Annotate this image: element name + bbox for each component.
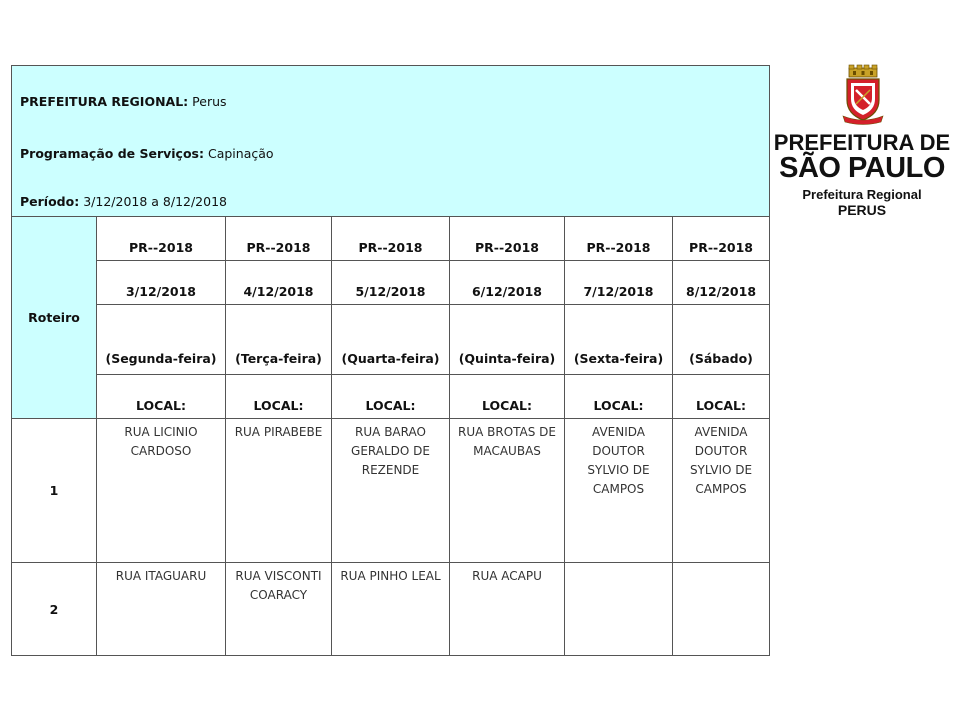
logo-line-1: PREFEITURA DE — [773, 130, 951, 155]
local-label: LOCAL: — [450, 375, 565, 419]
logo-line-3: Prefeitura Regional — [802, 187, 922, 202]
roteiro-header: Roteiro — [12, 217, 97, 419]
logo-line-4: PERUS — [837, 202, 887, 218]
local-label: LOCAL: — [673, 375, 770, 419]
day-date: 4/12/2018 — [226, 261, 332, 305]
day-weekday: (Quinta-feira) — [450, 305, 565, 375]
street-cell: RUA ITAGUARU — [97, 563, 226, 656]
periodo-label: Período: — [20, 194, 80, 209]
day-date: 7/12/2018 — [565, 261, 673, 305]
street-cell — [673, 563, 770, 656]
local-label: LOCAL: — [226, 375, 332, 419]
coat-of-arms-icon — [840, 64, 886, 126]
code-row — [12, 217, 770, 261]
regional-label: PREFEITURA REGIONAL: — [20, 94, 189, 109]
street-cell — [565, 563, 673, 656]
day-weekday: (Sábado) — [673, 305, 770, 375]
day-code: PR--2018 — [226, 217, 332, 261]
table-row — [12, 419, 770, 563]
header-row — [12, 66, 770, 217]
day-code: PR--2018 — [673, 217, 770, 261]
street-cell: RUA LICINIO CARDOSO — [97, 419, 226, 563]
date-row — [12, 261, 770, 305]
day-code: PR--2018 — [97, 217, 226, 261]
street-cell: RUA VISCONTI COARACY — [226, 563, 332, 656]
weekday-row — [12, 305, 770, 375]
day-weekday: (Sexta-feira) — [565, 305, 673, 375]
street-cell: AVENIDA DOUTOR SYLVIO DE CAMPOS — [565, 419, 673, 563]
roteiro-number: 2 — [12, 563, 97, 656]
street-cell: RUA PINHO LEAL — [332, 563, 450, 656]
day-code: PR--2018 — [332, 217, 450, 261]
day-code: PR--2018 — [450, 217, 565, 261]
schedule-table — [11, 65, 770, 656]
table-row — [12, 563, 770, 656]
local-label: LOCAL: — [332, 375, 450, 419]
day-code: PR--2018 — [565, 217, 673, 261]
street-cell: RUA ACAPU — [450, 563, 565, 656]
day-weekday: (Segunda-feira) — [97, 305, 226, 375]
day-date: 8/12/2018 — [673, 261, 770, 305]
programacao-line — [20, 146, 274, 161]
day-date: 5/12/2018 — [332, 261, 450, 305]
day-weekday: (Terça-feira) — [226, 305, 332, 375]
street-cell: RUA BARAO GERALDO DE REZENDE — [332, 419, 450, 563]
street-cell: AVENIDA DOUTOR SYLVIO DE CAMPOS — [673, 419, 770, 563]
street-cell: RUA BROTAS DE MACAUBAS — [450, 419, 565, 563]
prefeitura-logo — [772, 62, 952, 222]
local-row — [12, 375, 770, 419]
programacao-label: Programação de Serviços: — [20, 146, 204, 161]
periodo-line — [20, 194, 227, 209]
logo-line-2: SÃO PAULO — [779, 152, 945, 184]
regional-value: Perus — [192, 94, 227, 109]
periodo-value: 3/12/2018 a 8/12/2018 — [83, 194, 227, 209]
day-date: 6/12/2018 — [450, 261, 565, 305]
regional-line — [20, 94, 227, 109]
local-label: LOCAL: — [565, 375, 673, 419]
day-weekday: (Quarta-feira) — [332, 305, 450, 375]
header-info-cell — [12, 66, 770, 217]
street-cell: RUA PIRABEBE — [226, 419, 332, 563]
programacao-value: Capinação — [207, 146, 274, 161]
local-label: LOCAL: — [97, 375, 226, 419]
day-date: 3/12/2018 — [97, 261, 226, 305]
roteiro-number: 1 — [12, 419, 97, 563]
